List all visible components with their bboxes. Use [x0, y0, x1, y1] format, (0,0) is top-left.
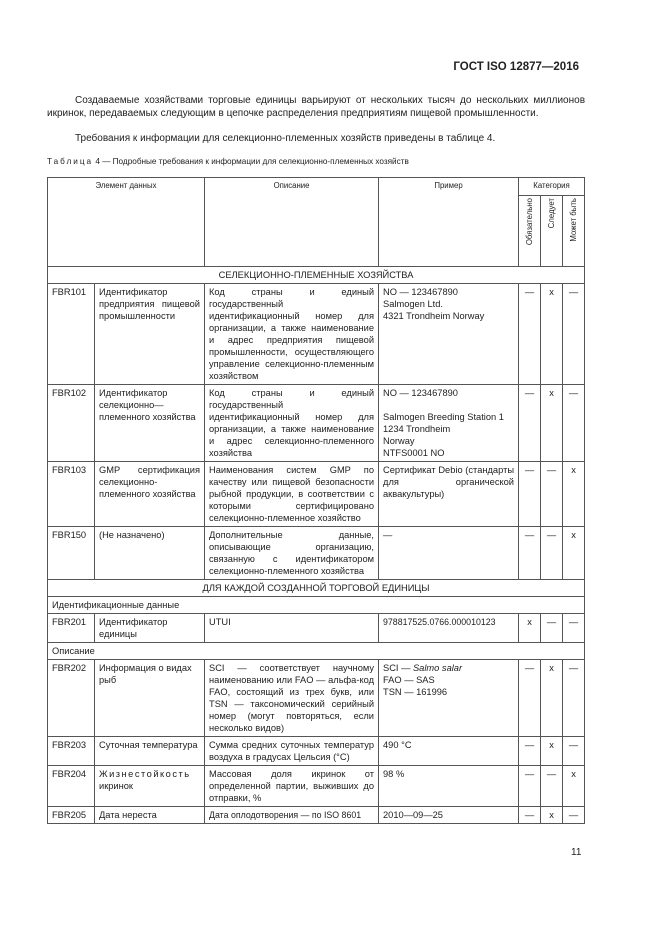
intro-paragraph-2: Требования к информации для селекционно-племенных хозяйств приведены в таблице 4.: [75, 133, 496, 144]
row-example: Сертификат Debio (стандарты для органической аквакультуры): [379, 462, 519, 527]
row-description: Код страны и единый государственный идентификационный номер для организации, а также наименование и адрес селекционно-племенного хозяйства: [205, 385, 379, 462]
row-should: —: [541, 766, 563, 807]
table-row: [48, 527, 585, 580]
table-row: [48, 807, 585, 824]
subsection-row: [48, 597, 585, 614]
row-mandatory: —: [519, 527, 541, 580]
row-code: FBR101: [48, 284, 95, 385]
row-name: GMP сертификация селекционно-племенного хозяйства: [95, 462, 205, 527]
row-description: Наименования систем GMP по качеству или пищевой безопасности рыбной продукции, в соответствии с которыми сертифицировано селекционно-племенное хозяйство: [205, 462, 379, 527]
row-code: FBR205: [48, 807, 95, 824]
row-should: x: [541, 660, 563, 737]
header-data-element: Элемент данных: [48, 178, 205, 267]
subsection-row: [48, 643, 585, 660]
row-should: x: [541, 284, 563, 385]
subsection-description: Описание: [48, 643, 585, 660]
table-row: [48, 766, 585, 807]
row-may: —: [563, 807, 585, 824]
row-mandatory: —: [519, 737, 541, 766]
caption-text: 4 — Подробные требования к информации для селекционно-племенных хозяйств: [93, 157, 409, 166]
row-mandatory: —: [519, 807, 541, 824]
header-description: Описание: [205, 178, 379, 267]
row-code: FBR102: [48, 385, 95, 462]
row-mandatory: —: [519, 462, 541, 527]
row-should: —: [541, 614, 563, 643]
table-row: [48, 737, 585, 766]
row-may: —: [563, 660, 585, 737]
section-row: [48, 267, 585, 284]
row-name: Суточная температура: [95, 737, 205, 766]
row-name: Идентификатор единицы: [95, 614, 205, 643]
row-name: (Не назначено): [95, 527, 205, 580]
row-should: —: [541, 527, 563, 580]
row-example: NO — 123467890 Salmogen Breeding Station 1 1234 Trondheim Norway NTFS0001 NO: [379, 385, 519, 462]
row-may: —: [563, 385, 585, 462]
row-example: SCI — Salmo salar FAO — SAS TSN — 161996: [379, 660, 519, 737]
row-name: Идентификатор селекционно—племенного хозяйства: [95, 385, 205, 462]
row-description: Массовая доля икринок от определенной партии, выживших до отправки, %: [205, 766, 379, 807]
table-caption: [47, 157, 409, 166]
row-example: 98 %: [379, 766, 519, 807]
table-row: [48, 660, 585, 737]
row-may: x: [563, 766, 585, 807]
row-mandatory: x: [519, 614, 541, 643]
row-mandatory: —: [519, 284, 541, 385]
row-mandatory: —: [519, 660, 541, 737]
row-description: Код страны и единый государственный идентификационный номер для организации, а также наименование и адрес предприятия пищевой промышленности, осуществляющего управление селекционно-племенным хозяйством: [205, 284, 379, 385]
page-number: 11: [571, 847, 582, 858]
row-code: FBR103: [48, 462, 95, 527]
row-example: —: [379, 527, 519, 580]
table-row: [48, 614, 585, 643]
row-code: FBR201: [48, 614, 95, 643]
row-mandatory: —: [519, 766, 541, 807]
row-example: 2010—09—25: [379, 807, 519, 824]
row-code: FBR203: [48, 737, 95, 766]
row-may: x: [563, 527, 585, 580]
row-description: SCI — соответствует научному наименованию или FAO — альфа-код FAO, состоящий из трех букв, или TSN — таксономический серийный номер (могут повторяться, если несколько видов): [205, 660, 379, 737]
row-should: x: [541, 737, 563, 766]
row-description: Сумма средних суточных температур воздуха в градусах Цельсия (°C): [205, 737, 379, 766]
row-description: UTUI: [205, 614, 379, 643]
row-name: Информация о видах рыб: [95, 660, 205, 737]
section-each-unit: ДЛЯ КАЖДОЙ СОЗДАННОЙ ТОРГОВОЙ ЕДИНИЦЫ: [48, 580, 585, 597]
row-may: x: [563, 462, 585, 527]
row-should: x: [541, 807, 563, 824]
table-header-row: [48, 178, 585, 196]
row-example: 490 °C: [379, 737, 519, 766]
row-example: 978817525.0766.000010123: [379, 614, 519, 643]
row-may: —: [563, 284, 585, 385]
header-mandatory: Обязательно: [519, 196, 541, 267]
requirements-table: [47, 177, 585, 824]
header-category: Категория: [519, 178, 585, 196]
row-code: FBR204: [48, 766, 95, 807]
row-may: —: [563, 614, 585, 643]
row-may: —: [563, 737, 585, 766]
section-row: [48, 580, 585, 597]
table-row: [48, 284, 585, 385]
row-code: FBR202: [48, 660, 95, 737]
row-name: Дата нереста: [95, 807, 205, 824]
header-should: Следует: [541, 196, 563, 267]
subsection-identification: Идентификационные данные: [48, 597, 585, 614]
document-header: ГОСТ ISO 12877—2016: [453, 61, 579, 73]
section-farms: СЕЛЕКЦИОННО-ПЛЕМЕННЫЕ ХОЗЯЙСТВА: [48, 267, 585, 284]
table-row: [48, 462, 585, 527]
row-example: NO — 123467890 Salmogen Ltd. 4321 Trondheim Norway: [379, 284, 519, 385]
intro-paragraph-1: Создаваемые хозяйствами торговые единицы варьируют от нескольких тысяч до нескольких миллионов икринок, передаваемых следующим в цепочке распределения предприятиям пищевой промышленности.: [47, 95, 585, 119]
row-mandatory: —: [519, 385, 541, 462]
row-description: Дополнительные данные, описывающие организацию, связанную с идентификатором селекционно-племенного хозяйства: [205, 527, 379, 580]
row-description: Дата оплодотворения — по ISO 8601: [205, 807, 379, 824]
row-should: x: [541, 385, 563, 462]
row-code: FBR150: [48, 527, 95, 580]
row-should: —: [541, 462, 563, 527]
header-may: Может быть: [563, 196, 585, 267]
header-example: Пример: [379, 178, 519, 267]
row-name: Идентификатор предприятия пищевой промышленности: [95, 284, 205, 385]
table-row: [48, 385, 585, 462]
row-name: Жизнестойкость икринок: [95, 766, 205, 807]
caption-label: Таблица: [47, 157, 94, 166]
